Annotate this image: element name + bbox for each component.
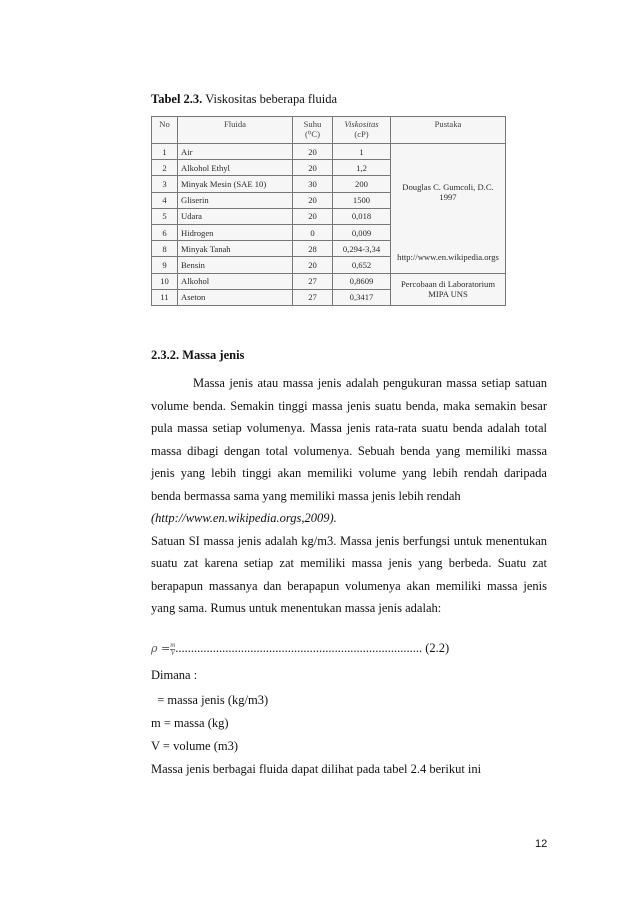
header-suhu: Suhu (⁰C) — [293, 117, 333, 144]
table-header-row — [152, 117, 506, 144]
reference-douglas: Douglas C. Gumcoli, D.C. 1997 — [391, 144, 506, 241]
paragraph-massa-jenis: Massa jenis atau massa jenis adalah pengukuran massa setiap satuan volume benda. Semakin tinggi massa jenis suatu benda, maka semakin besar pula massa setiap volumenya. Massa jenis rata-rata suatu benda adalah total massa dibagi dengan total volumenya. Sebuah benda yang memiliki massa jenis yang lebih tinggi akan memiliki volume yang lebih rendah daripada benda bermassa sama yang memiliki massa jenis lebih rendah (http://www.en.wikipedia.orgs,2009). Satuan SI massa jenis adalah kg/m3. Massa jenis berfungsi untuk menentukan suatu zat karena setiap zat memiliki massa jenis yang berbeda. Suatu zat berapapun massanya dan berapapun volumenya akan memiliki massa jenis yang sama. Rumus untuk menentukan massa jenis adalah: — [151, 376, 547, 615]
formula-leader: ............................................................................... — [175, 641, 423, 655]
formula-fraction: $\frac{m}{V}$ — [170, 640, 176, 657]
table-row: 4 Gliserin 20 1500 — [152, 192, 506, 208]
definition-rho: = massa jenis (kg/m3) — [151, 693, 269, 707]
header-no: No — [152, 117, 178, 144]
table-row: 3 Minyak Mesin (SAE 10) 30 200 — [152, 176, 506, 192]
table-row: 1 Air 20 1 Douglas C. Gumcoli, D.C. 1997 — [152, 144, 506, 160]
table-row: 8 Minyak Tanah 28 0,294-3,34 http://www.en.wikipedia.orgs — [152, 241, 506, 257]
table-row: 11 Aseton 27 0,3417 — [152, 289, 506, 305]
table-row: 2 Alkohol Ethyl 20 1,2 — [152, 160, 506, 176]
viscosity-table — [151, 116, 506, 306]
paragraph-satuan-si: Satuan SI massa jenis adalah kg/m3. Massa jenis berfungsi untuk menentukan suatu zat karena setiap zat memiliki massa jenis yang berbeda. Suatu zat berapapun massanya dan berapapun volumenya akan memiliki massa jenis yang sama. Rumus untuk menentukan massa jenis adalah: — [151, 533, 547, 615]
definition-m: m = massa (kg) — [151, 716, 229, 730]
reference-wikipedia: http://www.en.wikipedia.orgs — [391, 241, 506, 273]
formula-rho: ρ = — [151, 642, 171, 655]
page-number: 12 — [535, 838, 548, 850]
section-heading: 2.3.2. Massa jenis — [151, 348, 245, 362]
density-formula — [151, 641, 449, 657]
formula-number: (2.2) — [422, 641, 450, 655]
closing-sentence: Massa jenis berbagai fluida dapat dilihat pada tabel 2.4 berikut ini — [151, 762, 482, 776]
definitions-title: Dimana : — [151, 668, 198, 682]
header-pustaka: Pustaka — [391, 117, 506, 144]
table-caption — [151, 92, 337, 107]
table-row: 9 Bensin 20 0,652 — [152, 257, 506, 273]
citation: (http://www.en.wikipedia.orgs,2009). — [151, 511, 337, 525]
table-row: 6 Hidrogen 0 0,009 — [152, 224, 506, 240]
definition-v: V = volume (m3) — [151, 739, 239, 753]
table-caption-label: Tabel 2.3. — [151, 92, 203, 106]
table-row: 10 Alkohol 27 0,8609 Percobaan di Laboratorium MIPA UNS — [152, 273, 506, 289]
table-caption-text: Viskositas beberapa fluida — [202, 92, 338, 106]
header-viskositas: Viskositas (cP) — [333, 117, 391, 144]
table-row: 5 Udara 20 0,018 — [152, 208, 506, 224]
reference-lab: Percobaan di Laboratorium MIPA UNS — [391, 273, 506, 306]
header-fluida: Fluida — [178, 117, 293, 144]
viscosity-table-image — [151, 116, 506, 306]
